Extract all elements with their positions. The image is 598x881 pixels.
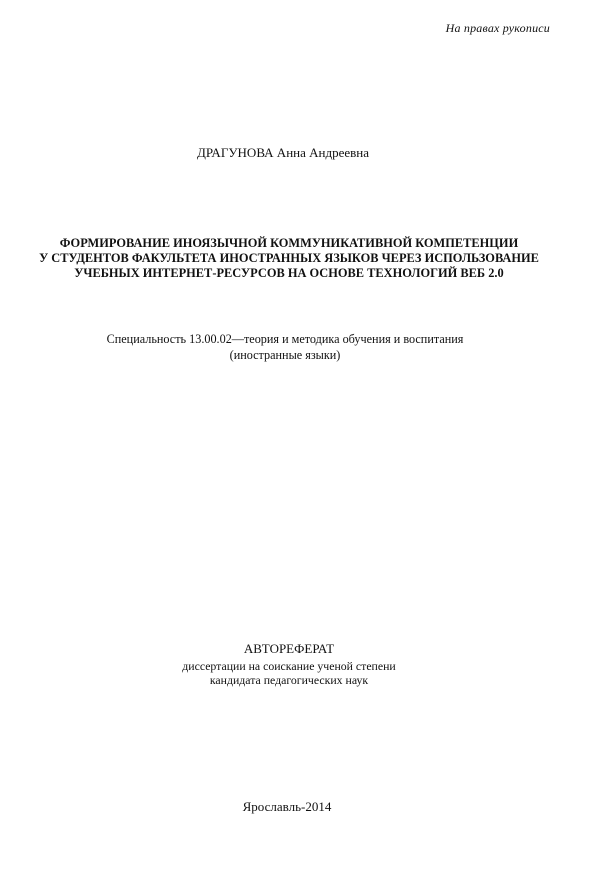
- author-name: ДРАГУНОВА Анна Андреевна: [197, 145, 369, 160]
- dissertation-title: [0, 236, 578, 281]
- title-line: УЧЕБНЫХ ИНТЕРНЕТ-РЕСУРСОВ НА ОСНОВЕ ТЕХНОЛОГИЙ ВЕБ 2.0: [74, 266, 504, 280]
- rights-note: На правах рукописи: [445, 21, 550, 35]
- degree-block: [0, 659, 578, 687]
- title-line: У СТУДЕНТОВ ФАКУЛЬТЕТА ИНОСТРАННЫХ ЯЗЫКОВ ЧЕРЕЗ ИСПОЛЬЗОВАНИЕ: [39, 251, 539, 265]
- document-type: АВТОРЕФЕРАТ: [243, 641, 335, 656]
- degree-line: диссертации на соискание ученой степени: [182, 659, 396, 673]
- degree-line: кандидата педагогических наук: [209, 673, 369, 687]
- title-line: ФОРМИРОВАНИЕ ИНОЯЗЫЧНОЙ КОММУНИКАТИВНОЙ КОМПЕТЕНЦИИ: [59, 236, 519, 250]
- specialty-line: (иностранные языки): [229, 348, 341, 362]
- specialty-line: Специальность 13.00.02—теория и методика обучения и воспитания: [106, 332, 464, 346]
- city-year: Ярославль-2014: [242, 799, 332, 814]
- specialty-block: [0, 331, 570, 363]
